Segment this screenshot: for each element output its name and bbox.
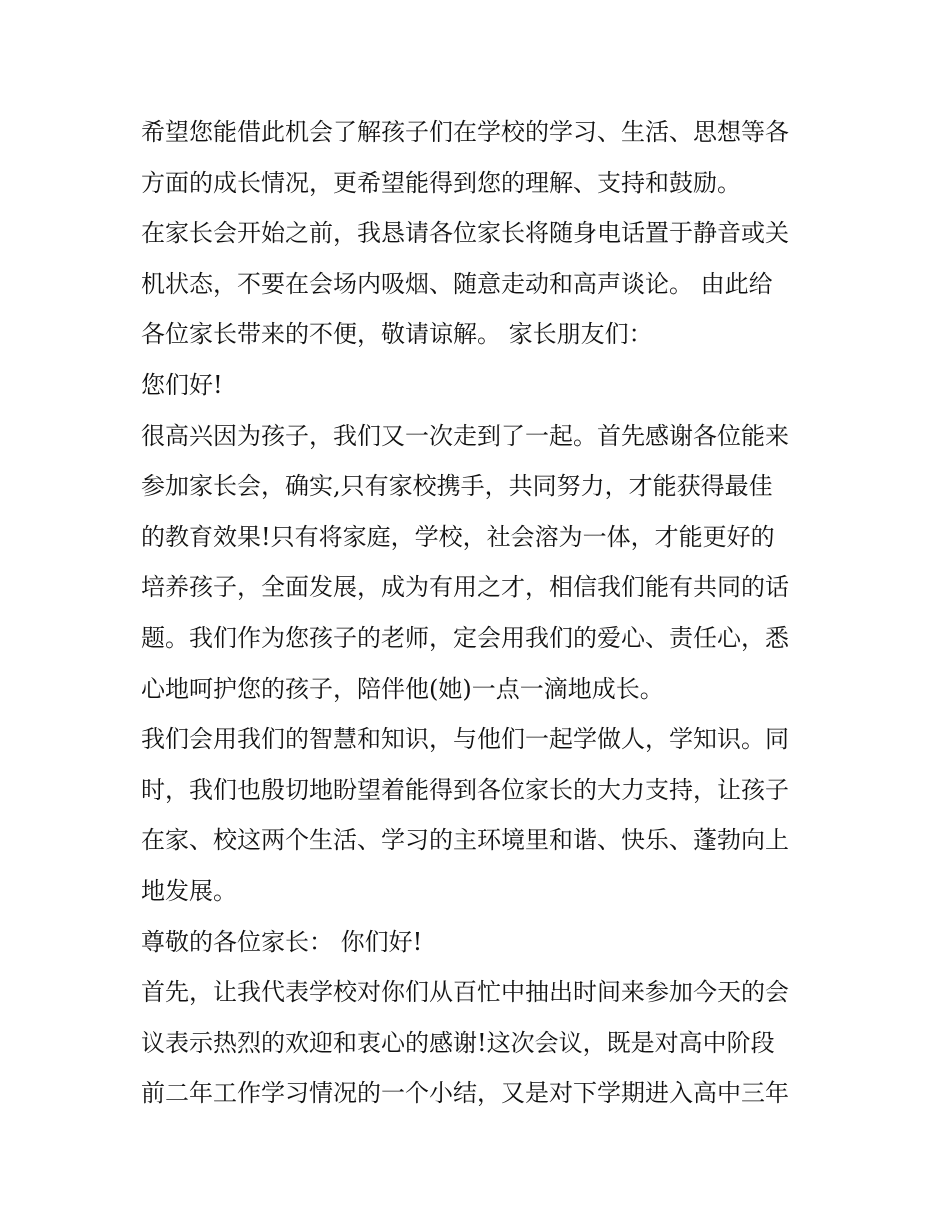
text-line: 各位家长带来的不便，敬请谅解。 家长朋友们： bbox=[141, 320, 653, 349]
text-line: 在家长会开始之前，我恳请各位家长将随身电话置于静音或关 bbox=[141, 219, 789, 248]
text-line: 题。我们作为您孩子的老师，定会用我们的爱心、责任心，悉 bbox=[141, 623, 789, 652]
text-line: 希望您能借此机会了解孩子们在学校的学习、生活、思想等各 bbox=[141, 118, 789, 146]
text-line: 前二年工作学习情况的一个小结，又是对下学期进入高中三年 bbox=[141, 1079, 789, 1108]
document-body bbox=[141, 107, 813, 1119]
text-line: 培养孩子，全面发展，成为有用之才，相信我们能有共同的话 bbox=[141, 573, 789, 602]
text-line: 心地呵护您的孩子，陪伴他(她)一点一滴地成长。 bbox=[141, 674, 664, 703]
text-line: 地发展。 bbox=[141, 876, 237, 905]
text-line: 在家、校这两个生活、学习的主环境里和谐、快乐、蓬勃向上 bbox=[141, 826, 789, 855]
text-line: 您们好! bbox=[141, 370, 223, 399]
text-line: 议表示热烈的欢迎和衷心的感谢!这次会议，既是对高中阶段 bbox=[141, 1028, 775, 1057]
text-line: 尊敬的各位家长： 你们好! bbox=[141, 927, 423, 956]
text-line: 很高兴因为孩子，我们又一次走到了一起。首先感谢各位能来 bbox=[141, 421, 789, 450]
text-line: 我们会用我们的智慧和知识，与他们一起学做人，学知识。同 bbox=[141, 725, 789, 754]
text-line: 机状态，不要在会场内吸烟、随意走动和高声谈论。 由此给 bbox=[141, 269, 773, 298]
text-line: 时，我们也殷切地盼望着能得到各位家长的大力支持，让孩子 bbox=[141, 775, 789, 804]
text-line: 参加家长会，确实,只有家校携手，共同努力，才能获得最佳 bbox=[141, 472, 773, 501]
text-line: 的教育效果!只有将家庭，学校，社会溶为一体，才能更好的 bbox=[141, 522, 775, 551]
text-line: 首先，让我代表学校对你们从百忙中抽出时间来参加今天的会 bbox=[141, 978, 789, 1007]
text-line: 方面的成长情况，更希望能得到您的理解、支持和鼓励。 bbox=[141, 168, 741, 197]
